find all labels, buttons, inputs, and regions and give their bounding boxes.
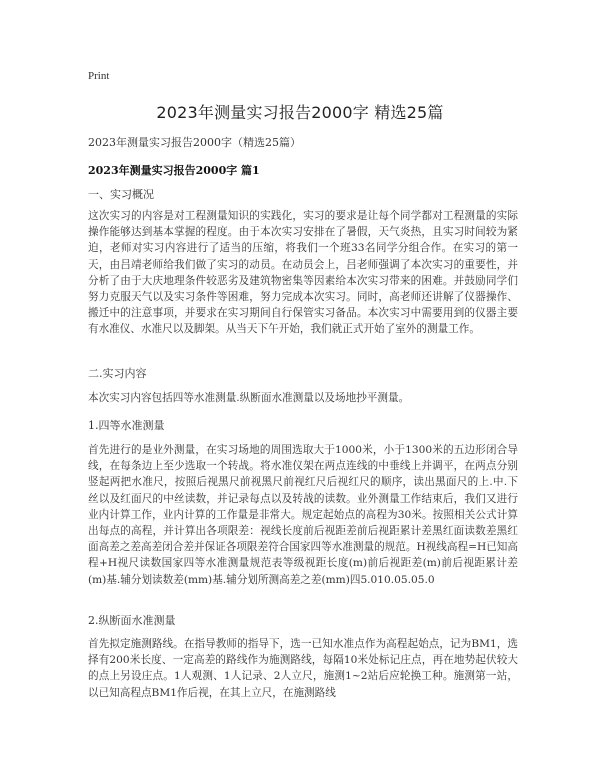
- document-subtitle: 2023年测量实习报告2000字（精选25篇）: [88, 136, 301, 149]
- paragraph-profile: 首先拟定施测路线。在指导教师的指导下，选一已知水准点作为高程起始点，记为BM1，选择有200米长度、一定高差的路线作为施测路线，每隔10米处标记庄点，再在地势起伏较大的点上另设庄点。1人观测、1人记录、2人立尺，施测1~2站后应轮换工种。施测第一站，以已知高程点BM1作后视，在其上立尺，在施测路线: [88, 638, 518, 699]
- article-title: 2023年测量实习报告2000字 篇1: [88, 164, 260, 177]
- paragraph-overview: 这次实习的内容是对工程测量知识的实践化，实习的要求是让每个同学都对工程测量的实际操作能够达到基本掌握的程度。由于本次实习安排在了暑假，天气炎热，且实习时间较为紧迫，老师对实习内容进行了适当的压缩，将我们一个班33名同学分组合作。在实习的第一天，由吕靖老师给我们做了实习的动员。在动员会上，吕老师强调了本次实习的重要性，并分析了由于大庆地理条件较恶劣及建筑物密集等因素给本次实习带来的困难。并鼓励同学们努力克服天气以及实习条件等困难，努力完成本次实习。同时，高老师还讲解了仪器操作、搬迁中的注意事项，并要求在实习期间自行保管实习备品。本次实习中需要用到的仪器主要有水准仪、水准尺以及脚架。从当天下午开始，我们就正式开始了室外的测量工作。: [88, 210, 518, 336]
- document-title: 2023年测量实习报告2000字 精选25篇: [156, 103, 444, 122]
- print-label[interactable]: Print: [88, 70, 110, 82]
- subsection-heading-level4: 1.四等水准测量: [88, 419, 165, 432]
- paragraph-content-intro: 本次实习内容包括四等水准测量.纵断面水准测量以及场地抄平测量。: [88, 392, 410, 404]
- paragraph-level4: 首先进行的是业外测量，在实习场地的周围选取大于1000米，小于1300米的五边形闭合导线，在每条边上至少选取一个转战。将水准仪架在两点连线的中垂线上并调平，在两点分别竖起两把水准尺，按照后视黑尺前视黑尺前视红尺后视红尺的顺序，读出黑面尺的上.中.下丝以及红面尺的中丝读数，并记录每点以及转战的读数。业外测量工作结束后，我们又进行业内计算工作，业内计算的工作量是非常大。规定起始点的高程为30米。按照相关公式计算出每点的高程，并计算出各项限差：视线长度前后视距差前后视距累计差黑红面读数差黑红面高差之差高差闭合差并保证各项限差符合国家四等水准测量的规范。H视线高程=H已知高程+H视尺读数国家四等水准测量规范表等级视距长度(m)前后视距差(m)前后视距累计差(m)基.辅分划读数差(mm)基.辅分划所测高差之差(mm)四5.010.05.05.0: [88, 444, 518, 586]
- subsection-heading-profile: 2.纵断面水准测量: [88, 614, 176, 627]
- section-heading-content: 二.实习内容: [88, 367, 147, 380]
- section-heading-overview: 一、实习概况: [88, 188, 154, 201]
